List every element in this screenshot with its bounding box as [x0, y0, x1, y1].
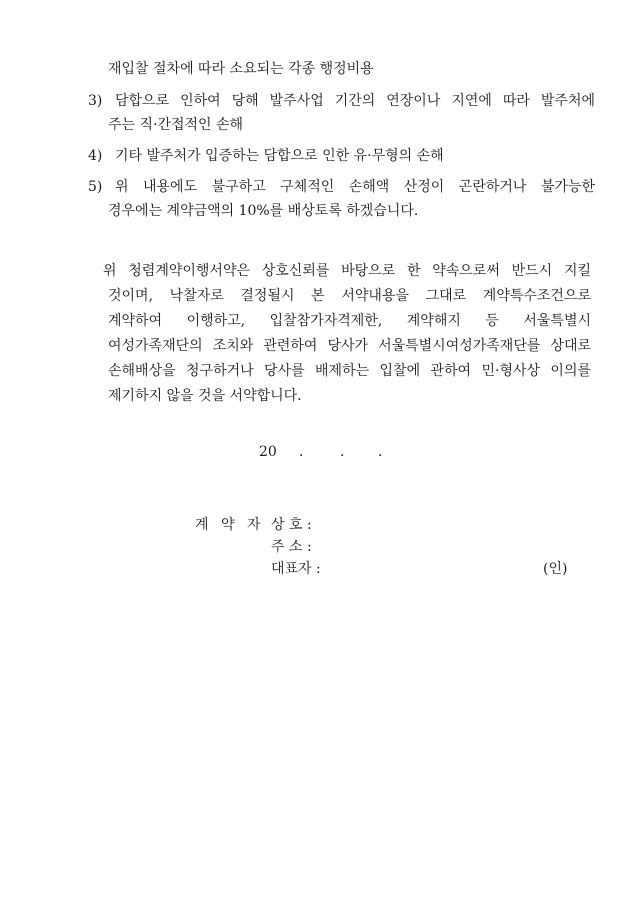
pledge-line-2: 것이며, 낙찰자로 결정될시 본 서약내용을 그대로 계약특수조건으로	[108, 288, 591, 304]
item-3-line-2: 주는 직·간접적인 손해	[108, 117, 244, 133]
seal-mark: (인)	[543, 561, 568, 577]
item-5-line-2: 경우에는 계약금액의 10%를 배상토록 하겠습니다.	[108, 203, 419, 219]
item-3-number: 3)	[88, 93, 103, 109]
item-5-line-1: 위 내용에도 불구하고 구체적인 손해액 산정이 곤란하거나 불가능한	[115, 179, 595, 195]
address-label: 주 소 :	[271, 539, 312, 555]
pledge-line-4: 여성가족재단의 조치와 관련하여 당사가 서울특별시여성가족재단를 상대로	[108, 338, 591, 354]
date-dot-3: .	[378, 444, 383, 460]
date-dot-1: .	[299, 444, 304, 460]
item-4-line-1: 기타 발주처가 입증하는 담합으로 인한 유·무형의 손해	[115, 148, 444, 164]
pledge-line-3: 계약하여 이행하고, 입찰참가자격제한, 계약해지 등 서울특별시	[108, 313, 591, 329]
company-name-label: 상 호 :	[271, 517, 312, 533]
date-year: 20	[259, 444, 277, 460]
item-2-continuation: 재입찰 절차에 따라 소요되는 각종 행정비용	[108, 61, 374, 77]
item-3-line-1: 담합으로 인하여 당해 발주사업 기간의 연장이나 지연에 따라 발주처에	[115, 93, 595, 109]
item-4-number: 4)	[88, 148, 103, 164]
date-dot-2: .	[340, 444, 345, 460]
item-5-number: 5)	[88, 179, 103, 195]
contractor-label: 계 약 자	[195, 517, 265, 533]
pledge-line-1: 위 청렴계약이행서약은 상호신뢰를 바탕으로 한 약속으로써 반드시 지킬	[103, 263, 591, 279]
pledge-line-6: 제기하지 않을 것을 서약합니다.	[108, 388, 302, 404]
representative-label: 대표자 :	[271, 561, 321, 577]
pledge-line-5: 손해배상을 청구하거나 당사를 배제하는 입찰에 관하여 민·형사상 이의를	[108, 363, 591, 379]
